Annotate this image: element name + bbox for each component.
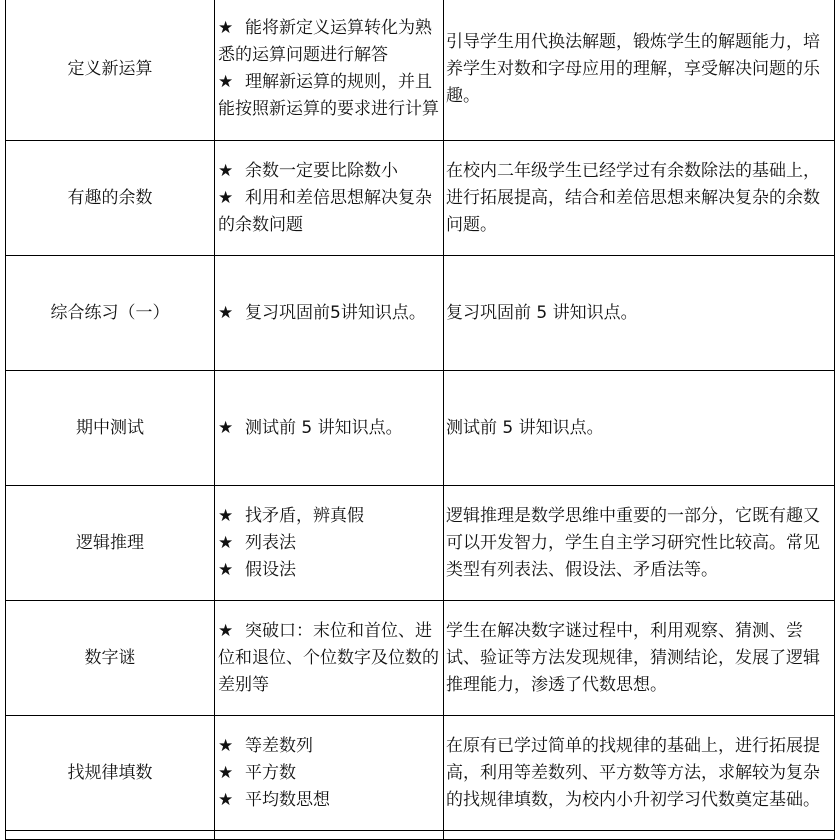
topic-cell: 数字谜: [6, 601, 215, 716]
goals-cell: [215, 831, 444, 840]
goals-cell: [215, 371, 444, 486]
topic-cell: [6, 831, 215, 840]
description-cell: 在原有已学过简单的找规律的基础上，进行拓展提高，利用等差数列、平方数等方法，求解较为复杂的找规律填数，为校内小升初学习代数奠定基础。: [444, 716, 835, 831]
description-cell: 测试前 5 讲知识点。: [444, 371, 835, 486]
goals-cell: [215, 141, 444, 256]
goal-item: [218, 557, 441, 584]
goal-item: [218, 787, 441, 814]
star-icon: [218, 158, 245, 185]
table-row: [6, 0, 835, 141]
star-icon: [218, 503, 245, 530]
star-icon: [218, 15, 245, 42]
table-row: [6, 486, 835, 601]
table-row: [6, 256, 835, 371]
goal-item: [218, 158, 441, 185]
goal-text: 理解新运算的规则，并且能按照新运算的要求进行计算: [218, 72, 439, 119]
star-icon: [218, 557, 245, 584]
goal-text: 能将新定义运算转化为熟悉的运算问题进行解答: [218, 18, 432, 65]
goal-item: [218, 618, 441, 699]
goal-text: 测试前 5 讲知识点。: [245, 417, 403, 438]
table-row: [6, 601, 835, 716]
goals-cell: [215, 486, 444, 601]
description-cell: 逻辑推理是数学思维中重要的一部分，它既有趣又可以开发智力，学生自主学习研究性比较高。常见类型有列表法、假设法、矛盾法等。: [444, 486, 835, 601]
star-icon: [218, 300, 245, 327]
goal-text: 列表法: [245, 532, 296, 553]
star-icon: [218, 618, 245, 645]
goal-item: [218, 503, 441, 530]
goal-text: 找矛盾，辨真假: [245, 505, 364, 526]
description-cell: 在校内二年级学生已经学过有余数除法的基础上，进行拓展提高，结合和差倍思想来解决复杂的余数问题。: [444, 141, 835, 256]
star-icon: [218, 415, 245, 442]
topic-cell: 定义新运算: [6, 0, 215, 141]
table-row: [6, 141, 835, 256]
description-cell: 复习巩固前 5 讲知识点。: [444, 256, 835, 371]
goal-text: 突破口：末位和首位、进位和退位、个位数字及位数的差别等: [218, 620, 439, 695]
curriculum-table: [5, 0, 835, 840]
goal-text: 平均数思想: [245, 789, 330, 810]
goal-text: 复习巩固前5讲知识点。: [245, 302, 426, 323]
description-cell: 引导学生用代换法解题，锻炼学生的解题能力，培养学生对数和字母应用的理解，享受解决问题的乐趣。: [444, 0, 835, 141]
goals-cell: [215, 601, 444, 716]
goal-text: 利用和差倍思想解决复杂的余数问题: [218, 187, 432, 235]
star-icon: [218, 530, 245, 557]
goal-text: 余数一定要比除数小: [245, 160, 398, 181]
topic-cell: 有趣的余数: [6, 141, 215, 256]
goal-text: 等差数列: [245, 735, 313, 756]
table-row: [6, 831, 835, 840]
goals-cell: [215, 716, 444, 831]
star-icon: [218, 733, 245, 760]
star-icon: [218, 69, 245, 96]
goal-item: [218, 733, 441, 760]
goal-item: [218, 185, 441, 239]
table-row: [6, 716, 835, 831]
goal-item: [218, 530, 441, 557]
topic-cell: 综合练习（一）: [6, 256, 215, 371]
goal-item: [218, 69, 441, 123]
goal-text: 假设法: [245, 559, 296, 580]
goal-item: [218, 760, 441, 787]
goal-item: [218, 300, 441, 327]
goal-item: [218, 415, 441, 442]
description-cell: [444, 831, 835, 840]
star-icon: [218, 760, 245, 787]
goals-cell: [215, 0, 444, 141]
star-icon: [218, 185, 245, 212]
topic-cell: 逻辑推理: [6, 486, 215, 601]
topic-cell: 期中测试: [6, 371, 215, 486]
star-icon: [218, 787, 245, 814]
goal-text: 平方数: [245, 762, 296, 783]
goals-cell: [215, 256, 444, 371]
table-row: [6, 371, 835, 486]
description-cell: 学生在解决数字谜过程中，利用观察、猜测、尝试、验证等方法发现规律，猜测结论，发展了逻辑推理能力，渗透了代数思想。: [444, 601, 835, 716]
topic-cell: 找规律填数: [6, 716, 215, 831]
goal-item: [218, 15, 441, 69]
